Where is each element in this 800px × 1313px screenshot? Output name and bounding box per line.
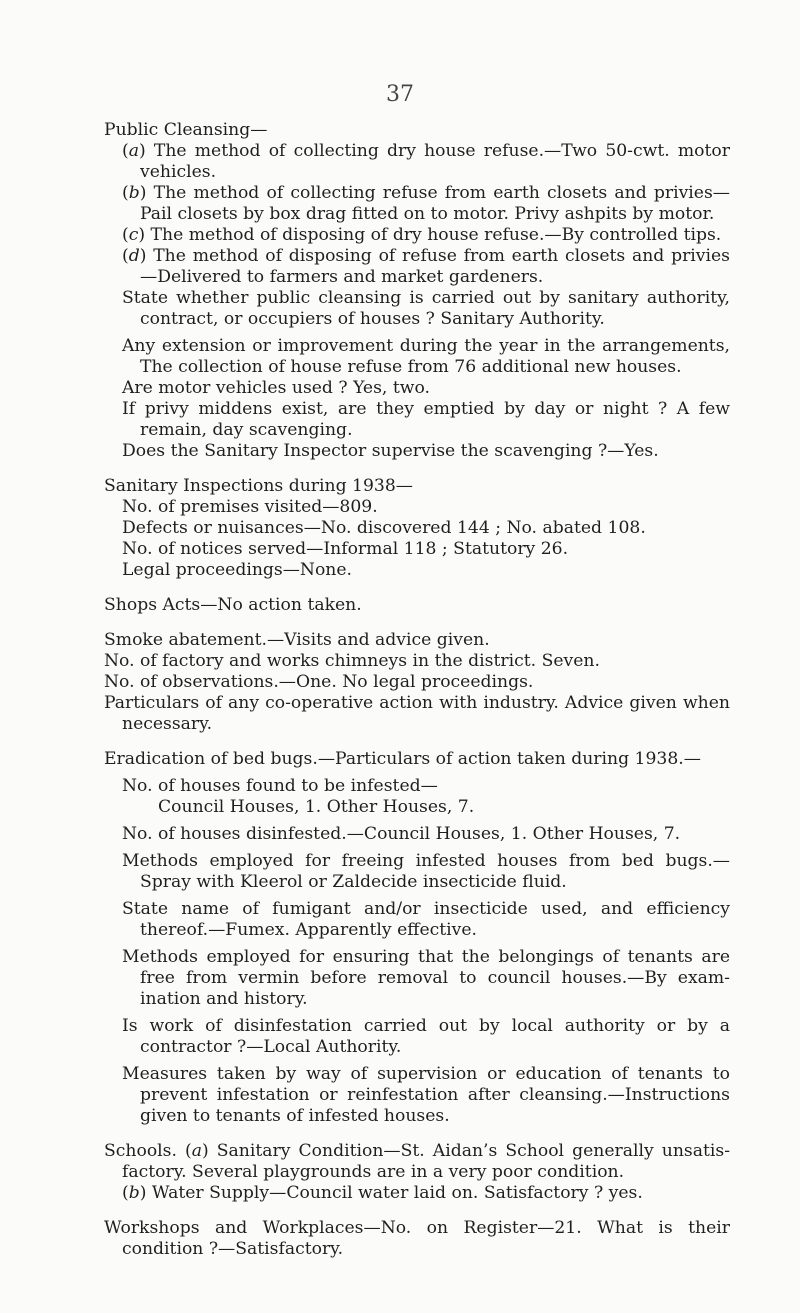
- smoke-line-1: Smoke abatement.—Visits and advice given.: [104, 630, 490, 650]
- item-d: (d) The method of disposing of refuse from earth closets and privies—Delivered to farmers and market gardeners.: [122, 246, 730, 287]
- belongings-paragraph: Methods employed for ensuring that the belongings of tenants are free from vermin before removal to council houses.—By exam- ination and history.: [122, 947, 730, 1009]
- sanitary-inspections-section: [0, 476, 800, 581]
- measures-paragraph: Measures taken by way of supervision or education of tenants to prevent infestation or reinfestation after cleansing.—Instructions given to tenants of infested houses.: [122, 1064, 730, 1126]
- item-a-tag: a: [128, 141, 139, 161]
- methods-paragraph: Methods employed for freeing infested houses from bed bugs.— Spray with Kleerol or Zaldecide insecticide fluid.: [122, 851, 730, 892]
- smoke-line-2: No. of factory and works chimneys in the district. Seven.: [104, 651, 600, 671]
- motor-paragraph: Are motor vehicles used ? Yes, two.: [122, 378, 430, 398]
- smoke-line-4: Particulars of any co-operative action with industry. Advice given when necessary.: [104, 693, 730, 734]
- schools-section: [0, 1141, 800, 1204]
- schools-a-text: Sanitary Condition—St. Aidan’s School generally unsatis- factory. Several playgrounds are in a very poor condition.: [122, 1141, 731, 1182]
- item-c-tag: c: [128, 225, 139, 245]
- page-number: 37: [386, 82, 414, 107]
- item-c-text: The method of disposing of dry house refuse.—By controlled tips.: [150, 225, 722, 245]
- extension-paragraph: Any extension or improvement during the year in the arrangements, The collection of house refuse from 76 additional new houses.: [122, 336, 730, 377]
- bed-bugs-heading: Eradication of bed bugs.—Particulars of action taken during 1938.—: [104, 749, 701, 769]
- supervise-paragraph: Does the Sanitary Inspector supervise the scavenging ?—Yes.: [122, 441, 659, 461]
- defects-line: Defects or nuisances—No. discovered 144 ; No. abated 108.: [122, 518, 646, 538]
- workshops-paragraph: Workshops and Workplaces—No. on Register—21. What is their condition ?—Satisfactory.: [104, 1218, 730, 1259]
- shops-acts-line: Shops Acts—No action taken.: [104, 595, 362, 615]
- premises-line: No. of premises visited—809.: [122, 497, 378, 517]
- legal-line: Legal proceedings—None.: [122, 560, 353, 580]
- public-cleansing-heading: Public Cleansing—: [104, 120, 268, 140]
- item-d-tag: d: [128, 246, 140, 266]
- item-b-tag: b: [128, 183, 140, 203]
- work-paragraph: Is work of disinfestation carried out by local authority or by a contractor ?—Local Authority.: [122, 1016, 730, 1057]
- item-c: (c) The method of disposing of dry house refuse.—By controlled tips.: [122, 225, 722, 245]
- schools-b-text: Water Supply—Council water laid on. Satisfactory ? yes.: [151, 1183, 643, 1203]
- bed-bugs-section: [0, 749, 800, 1127]
- schools-b-tag: b: [128, 1183, 140, 1203]
- infested-label: No. of houses found to be infested—: [122, 776, 438, 796]
- disinfested-line: No. of houses disinfested.—Council Houses, 1. Other Houses, 7.: [122, 824, 681, 844]
- item-a: (a) The method of collecting dry house refuse.—Two 50-cwt. motor vehicles.: [122, 141, 730, 182]
- item-b: (b) The method of collecting refuse from earth closets and privies— Pail closets by box drag fitted on to motor. Privy ashpits by motor.: [122, 183, 730, 224]
- fumigant-paragraph: State name of fumigant and/or insecticide used, and efficiency thereof.—Fumex. Apparently effective.: [122, 899, 730, 940]
- smoke-abatement-section: [0, 630, 800, 735]
- item-d-text: The method of disposing of refuse from earth closets and privies—Delivered to farmers and market gardeners.: [140, 246, 730, 287]
- item-b-text: The method of collecting refuse from earth closets and privies— Pail closets by box drag fitted on to motor. Privy ashpits by motor.: [140, 183, 730, 224]
- schools-item-b: (b) Water Supply—Council water laid on. Satisfactory ? yes.: [122, 1183, 643, 1203]
- notices-line: No. of notices served—Informal 118 ; Statutory 26.: [122, 539, 569, 559]
- public-cleansing-section: [0, 120, 800, 462]
- state-paragraph: State whether public cleansing is carried out by sanitary authority, contract, or occupiers of houses ? Sanitary Authority.: [122, 288, 730, 329]
- sanitary-inspections-heading: Sanitary Inspections during 1938—: [104, 476, 413, 496]
- page-content: [0, 120, 800, 1260]
- schools-item-a: Schools. (a) Sanitary Condition—St. Aidan’s School generally unsatis- factory. Several playgrounds are in a very poor condition.: [104, 1141, 731, 1182]
- schools-prefix: Schools.: [104, 1141, 177, 1161]
- smoke-line-3: No. of observations.—One. No legal proceedings.: [104, 672, 534, 692]
- middens-paragraph: If privy middens exist, are they emptied by day or night ? A few remain, day scavenging.: [122, 399, 730, 440]
- schools-a-tag: a: [191, 1141, 202, 1161]
- infested-values: Council Houses, 1. Other Houses, 7.: [158, 797, 475, 817]
- item-a-text: The method of collecting dry house refuse.—Two 50-cwt. motor vehicles.: [140, 141, 730, 182]
